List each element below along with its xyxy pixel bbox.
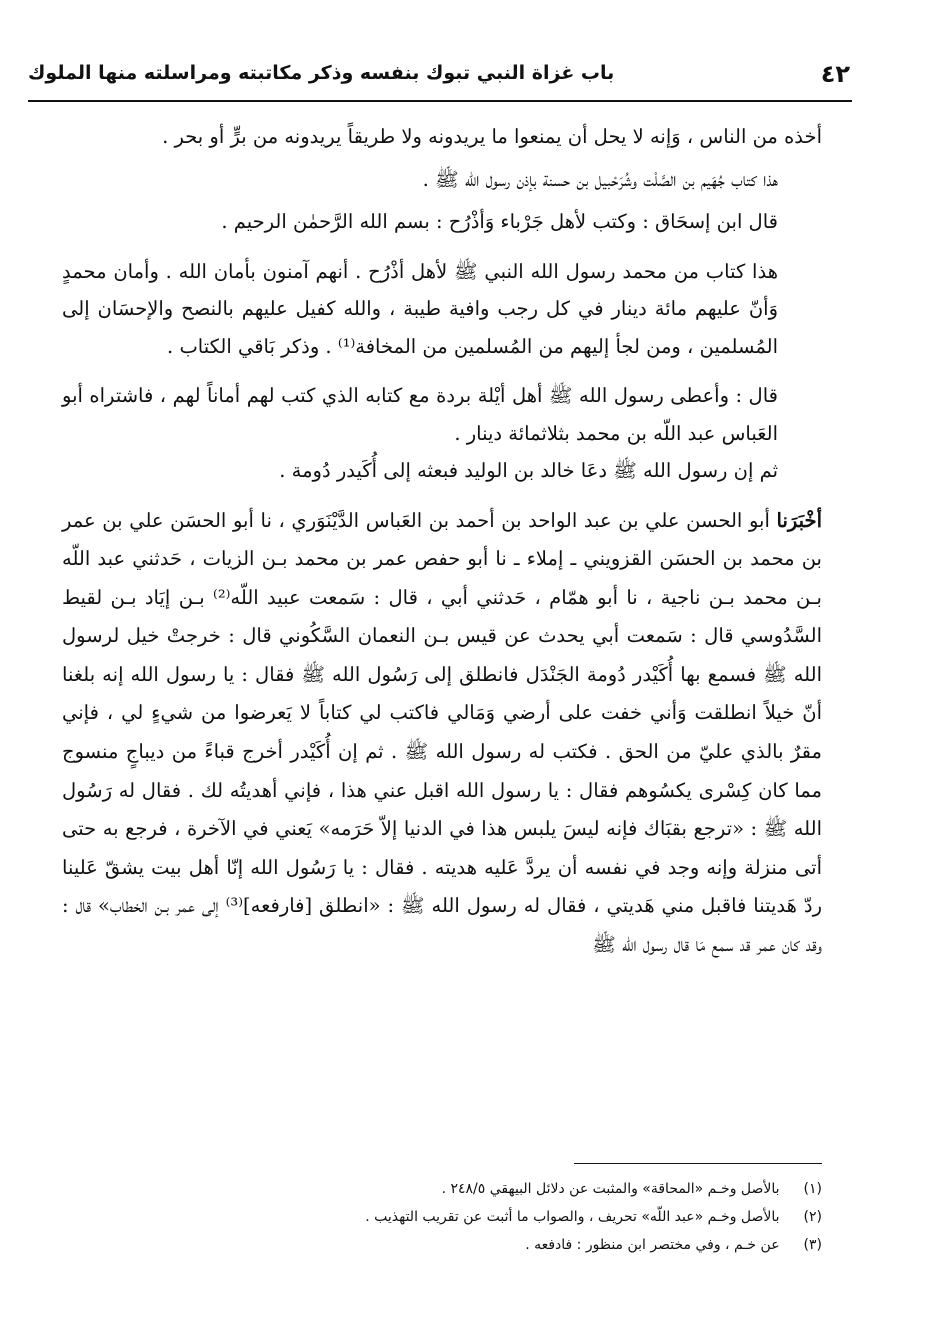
header-rule [28, 100, 852, 102]
paragraph-7 [62, 502, 822, 965]
footnotes [122, 1175, 822, 1259]
paragraph-4: هذا كتاب من محمد رسول الله النبي ﷺ لأهل أذْرُح . أنهم آمنون بأمان الله . وأمان محمدٍ وَأنّ عليهم مائة دينار في كل رجب وافية طيبة ، والله كفيل عليهم بالنصح والإحسَان إلى المُسلمين ، ومن لجأ إليهم من المُسلمين من المخافة⁽¹⁾ . وذكر بَاقي الكتاب . [62, 259, 778, 358]
footnote-number: (٣) [803, 1237, 822, 1253]
paragraph-2: هذا كتاب جُهَيم بن الصَّلْت وشُرَحْبيل بن حسنة بإذن رسول الله ﷺ . [422, 167, 778, 191]
paragraph-1: أخذه من الناس ، وَإنه لا يحل أن يمنعوا ما يريدونه ولا طريقاً يريدونه من برٍّ أو بحر . [162, 125, 822, 148]
paragraph-3: قال ابن إسحَاق : وكتب لأهل جَرْباء وَأذْرُح : بسم الله الرَّحمٰن الرحيم . [221, 210, 778, 233]
footnote-rule [574, 1163, 822, 1164]
footnote-number: (٢) [803, 1209, 822, 1225]
paragraph-5: قال : وأعطى رسول الله ﷺ أهل أيْلة بردة مع كتابه الذي كتب لهم أماناً لهم ، فاشتراه أبو العَباس عبد اللّه بن محمد بثلاثمائة دينار . [62, 384, 778, 445]
running-head-title: باب غزاة النبي تبوك بنفسه وذكر مكاتبته ومراسلته منها الملوك [28, 62, 615, 84]
footnote-text: بالأصل وخـم «المحاقة» والمثبت عن دلائل البيهقي ٢٤٨/٥ . [441, 1181, 780, 1197]
footnote-1 [122, 1175, 822, 1203]
isnad-keyword: أخْبَرَنا [776, 508, 823, 532]
footnote-2 [122, 1203, 822, 1231]
footnote-3 [122, 1231, 822, 1259]
footnote-text: بالأصل وخـم «عبد اللّه» تحريف ، والصواب ما أثبت عن تقريب التهذيب . [365, 1209, 780, 1225]
paragraph-7-text: أبو الحسن علي بن عبد الواحد بن أحمد بن العَباس الدَّيْنَوَري ، نا أبو الحسَن علي بن عمر بن محمد بن الحسَن القزويني ـ إملاء ـ نا أبو حفص عمر بن محمد بـن الزيات ، حَدثني عبد اللّه بـن محمد بـن ناجية ، نا أبو همّام ، حَدثني أبي ، قال : سَمعت عبيد اللّه⁽²⁾ بـن إيَاد بـن لقيط السَّدُوسي قال : سَمعت أبي يحدث عن قيس بـن النعمان السَّكُوني قال : خرجتْ خيل لرسول الله ﷺ فسمع بها أُكَيْدر دُومة الجَنْدَل فانطلق إلى رَسُول الله ﷺ فقال : يا رسول الله إنه بلغنا أنّ خيلاً انطلقت وَأني خفت على أرضي وَمَالي فاكتب لي كتاباً لا يَعرضوا من شيءٍ لي ، فإني مقرٌ بالذي عليّ من الحق . فكتب له رسول الله ﷺ . ثم إن أُكَيْدر أخرج قباءً من ديباجٍ منسوج مما كان كِسْرى يكسُوهم فقال : يا رسول الله اقبل عني هذا ، فإني أهديتُه لك . فقال له رَسُول الله ﷺ : «ترجع بقبَاك فإنه ليسَ يلبس هذا في الدنيا إلاّ حَرَمه» يَعني في الآخرة ، فرجع به حتى أتى منزلة وإنه وجد في نفسه أن يردَّ عَليه هديته . فقال : يا رَسُول الله إنّا أهل بيت يشقّ عَلينا ردّ هَديتنا فاقبل مني هَديتي ، فقال له رسول الله ﷺ : «انطلق [فارفعه]⁽³⁾ إلى عمر بـن الخطاب» قال : وقد كان عمر قد سمع مَا قال رسول الله ﷺ [62, 508, 822, 957]
page-number: ٤٢ [820, 60, 850, 88]
page-header [28, 60, 850, 100]
paragraph-6: ثم إن رسول الله ﷺ دعَا خالد بن الوليد فبعثه إلى أُكَيدر دُومة . [279, 459, 778, 482]
footnote-number: (١) [803, 1181, 822, 1197]
main-text [62, 118, 822, 965]
footnote-text: عن خـم ، وفي مختصر ابن منظور : فادفعه . [525, 1237, 780, 1253]
